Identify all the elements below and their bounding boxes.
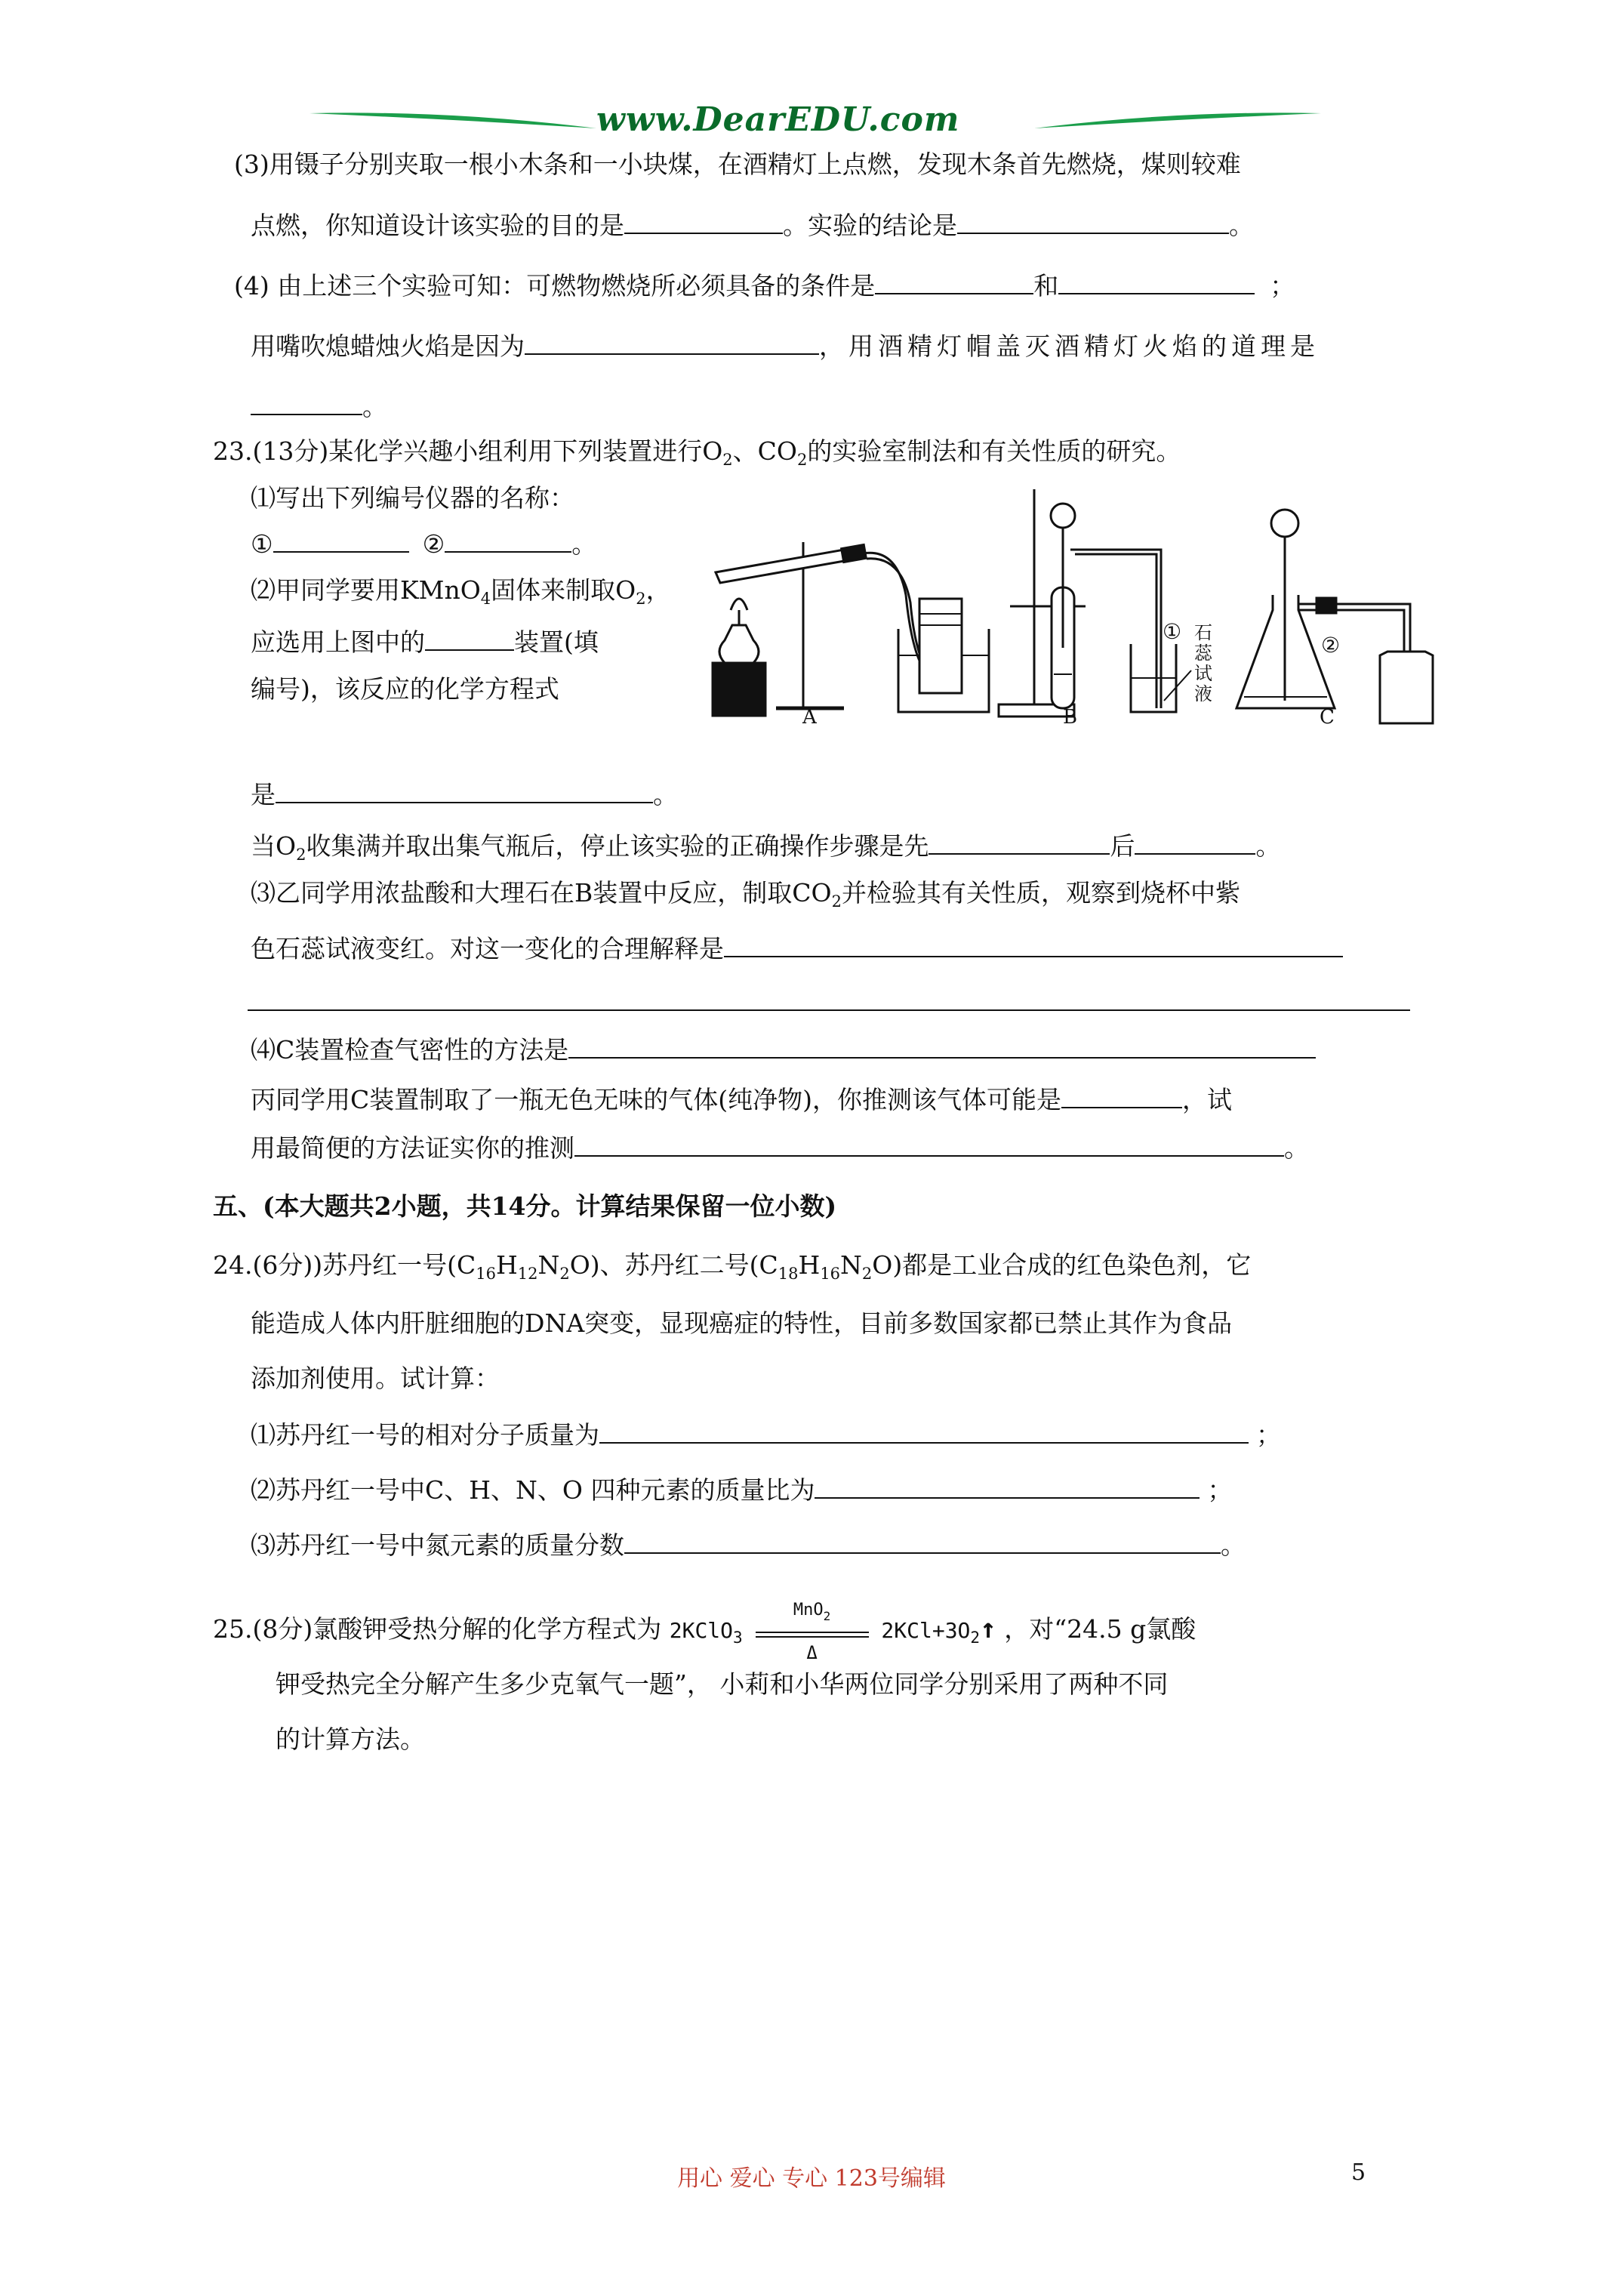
answer-blank[interactable] <box>425 627 514 651</box>
q23-title: 23.(13分)某化学兴趣小组利用下列装置进行$O_2$、$CO_2$的实验室制法和有关性质的研究。 <box>213 436 1181 469</box>
q24-line1: 24.(6分))苏丹红一号$(C_{16}H_{12}N_2O)$、苏丹红二号$(C_{18}H_{16}N_2O)$都是工业合成的红色染色剂，它 <box>213 1250 1252 1283</box>
answer-line[interactable] <box>248 1009 1410 1011</box>
answer-blank[interactable] <box>273 529 409 553</box>
apparatus-b <box>999 489 1191 717</box>
answer-blank[interactable] <box>724 933 1343 957</box>
answer-blank[interactable] <box>276 779 653 803</box>
q23-part4-line1: ⑷C装置检查气密性的方法是 <box>251 1034 1316 1065</box>
figure-litmus-label: 石蕊试液 <box>1194 622 1212 704</box>
answer-blank[interactable] <box>1061 1084 1182 1108</box>
q22-part3-line2: 点燃，你知道设计该实验的目的是 。实验的结论是 。 <box>251 211 1254 240</box>
figure-label-a: A <box>802 706 817 729</box>
answer-blank[interactable] <box>1135 831 1255 855</box>
figure-mark-2: ② <box>1321 633 1341 658</box>
q23-part1-blanks: ① ② 。 <box>251 529 597 559</box>
q23-part2-line1: ⑵甲同学要用KMnO$_4$固体来制取$O_2$， <box>251 575 671 608</box>
q22-part4-line2: 用嘴吹熄蜡烛火焰是因为 ，用酒精灯帽盖灭酒精灯火焰的道理是 <box>251 331 1320 361</box>
q22-part3-line1: (3)用镊子分别夹取一根小木条和一小块煤，在酒精灯上点燃，发现木条首先燃烧，煤则较难 <box>234 149 1241 179</box>
figure-label-c: C <box>1320 706 1335 729</box>
site-logo[interactable]: www.DearEDU.com <box>596 100 960 139</box>
q23-part2-line2: 应选用上图中的 装置(填 <box>251 627 599 657</box>
figure-mark-1: ① <box>1163 619 1182 644</box>
answer-blank[interactable] <box>568 1034 1316 1059</box>
answer-blank[interactable] <box>251 391 362 415</box>
page-number: 5 <box>1351 2159 1366 2186</box>
q23-part1: ⑴写出下列编号仪器的名称： <box>251 483 574 513</box>
q23-part2-line3: 编号)，该反应的化学方程式 <box>251 674 559 704</box>
q23-part2-line5: 当$O_2$收集满并取出集气瓶后，停止该实验的正确操作步骤是先 后 。 <box>251 831 1281 864</box>
q23-part2-line4: 是 。 <box>251 780 678 809</box>
q23-part4-line2: 丙同学用C装置制取了一瓶无色无味的气体(纯净物)，你推测该气体可能是 ，试 <box>251 1085 1232 1114</box>
answer-blank[interactable] <box>815 1475 1200 1499</box>
q24-sub1: ⑴苏丹红一号的相对分子质量为 ； <box>251 1420 1281 1450</box>
figure-label-b: B <box>1063 706 1078 729</box>
section-5-title: 五、(本大题共2小题，共14分。计算结果保留一位小数) <box>213 1191 837 1221</box>
footer-text: 用心 爱心 专心 123号编辑 <box>677 2165 946 2192</box>
answer-blank[interactable] <box>624 1530 1221 1554</box>
answer-blank[interactable] <box>624 210 783 234</box>
answer-blank[interactable] <box>525 331 819 355</box>
q24-line2: 能造成人体内肝脏细胞的DNA突变，显现癌症的特性，目前多数国家都已禁止其作为食品 <box>251 1308 1233 1338</box>
answer-blank[interactable] <box>929 831 1110 855</box>
answer-blank[interactable] <box>1058 270 1255 294</box>
q23-part3-line1: ⑶乙同学用浓盐酸和大理石在B装置中反应，制取$CO_2$并检验其有关性质，观察到烧杯中紫 <box>251 878 1240 911</box>
reaction-equation: 2KClO$_3$ MnO$_2$ Δ $2KCl+3O_2↑$ <box>669 1601 996 1663</box>
q22-part4-line1: (4) 由上述三个实验可知：可燃物燃烧所必须具备的条件是 和 ； <box>234 271 1295 300</box>
q24-sub3: ⑶苏丹红一号中氮元素的质量分数 。 <box>251 1530 1246 1560</box>
apparatus-figure <box>708 482 1471 732</box>
apparatus-a <box>713 542 989 716</box>
q23-part4-line3: 用最简便的方法证实你的推测 。 <box>251 1133 1309 1163</box>
q25-line3: 的计算方法。 <box>276 1724 425 1754</box>
q22-part4-line3: 。 <box>251 391 387 422</box>
q23-part3-line2: 色石蕊试液变红。对这一变化的合理解释是 <box>251 933 1343 964</box>
q24-line3: 添加剂使用。试计算： <box>251 1364 500 1393</box>
answer-blank[interactable] <box>445 529 571 553</box>
q25-line1: 25.(8分)氯酸钾受热分解的化学方程式为 2KClO$_3$ MnO$_2$ Δ $2KCl+3O_2↑$ ，对“24.5 g氯酸 <box>213 1601 1196 1663</box>
answer-blank[interactable] <box>599 1419 1249 1444</box>
answer-blank[interactable] <box>957 210 1229 234</box>
q25-line2: 钾受热完全分解产生多少克氧气一题”， 小莉和小华两位同学分别采用了两种不同 <box>276 1669 1169 1699</box>
answer-blank[interactable] <box>875 270 1033 294</box>
q24-sub2: ⑵苏丹红一号中C、H、N、O 四种元素的质量比为 ； <box>251 1475 1233 1505</box>
answer-blank[interactable] <box>574 1133 1284 1157</box>
apparatus-c <box>1236 510 1433 723</box>
